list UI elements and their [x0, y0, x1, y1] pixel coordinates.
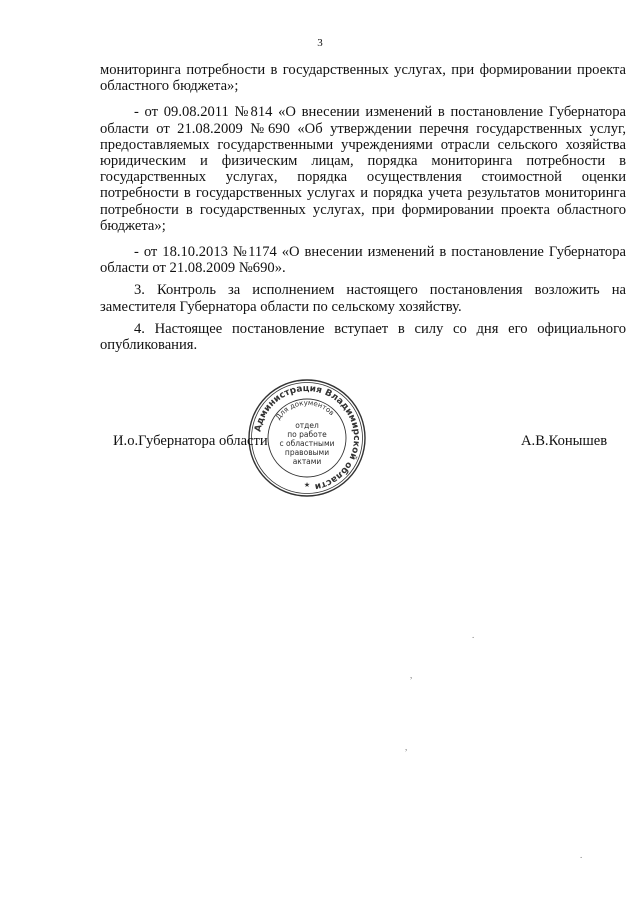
stamp-star-icon: ★: [303, 481, 311, 489]
svg-text:Для документов: Для документов: [274, 398, 336, 422]
signer-name: А.В.Конышев: [521, 433, 608, 449]
paragraph-effective-clause: 4. Настоящее постановление вступает в силу со дня его официального опубликования.: [100, 320, 626, 354]
stamp-center-line: отдел: [295, 421, 319, 430]
svg-text:Администрация Владимирской обл: Администрация Владимирской области: [253, 383, 362, 492]
scan-speck: ,: [410, 670, 413, 680]
page-number: 3: [317, 37, 323, 49]
paragraph-amendment-1174: - от 18.10.2013 №1174 «О внесении изменений в постановление Губернатора области от 21.08.2009 №690».: [100, 244, 626, 277]
paragraph-amendment-814: - от 09.08.2011 №814 «О внесении изменений в постановление Губернатора области от 21.08.2009 №690 «Об утверждении перечня государственных услуг, предоставляемых государственными учреждениями отрасли сельского хозяйства юридическим и физическим лицам, порядка мониторинга потребности в государственных услугах, порядка осуществления стоимостной оценки потребности в государственных услугах и порядка учета результатов мониторинга потребности в государственных услугах, при формировании проекта областного бюджета»;: [100, 104, 626, 234]
signer-title: И.о.Губернатора области: [113, 433, 268, 449]
paragraph-control-clause: 3. Контроль за исполнением настоящего постановления возложить на заместителя Губернатора области по сельскому хозяйству.: [100, 282, 626, 315]
stamp-center-line: по работе: [287, 430, 327, 439]
stamp-center-line: правовыми: [284, 448, 330, 457]
document-body: [100, 62, 626, 353]
scan-speck: ,: [405, 742, 408, 752]
paragraph-continuation: мониторинга потребности в государственных услугах, при формировании проекта областного бюджета»;: [100, 62, 626, 95]
stamp-center-line: актами: [292, 457, 322, 466]
signature-block: [0, 433, 640, 453]
scan-speck: .: [580, 850, 583, 860]
scan-speck: .: [472, 630, 475, 640]
stamp-center-line: с областными: [279, 439, 335, 448]
